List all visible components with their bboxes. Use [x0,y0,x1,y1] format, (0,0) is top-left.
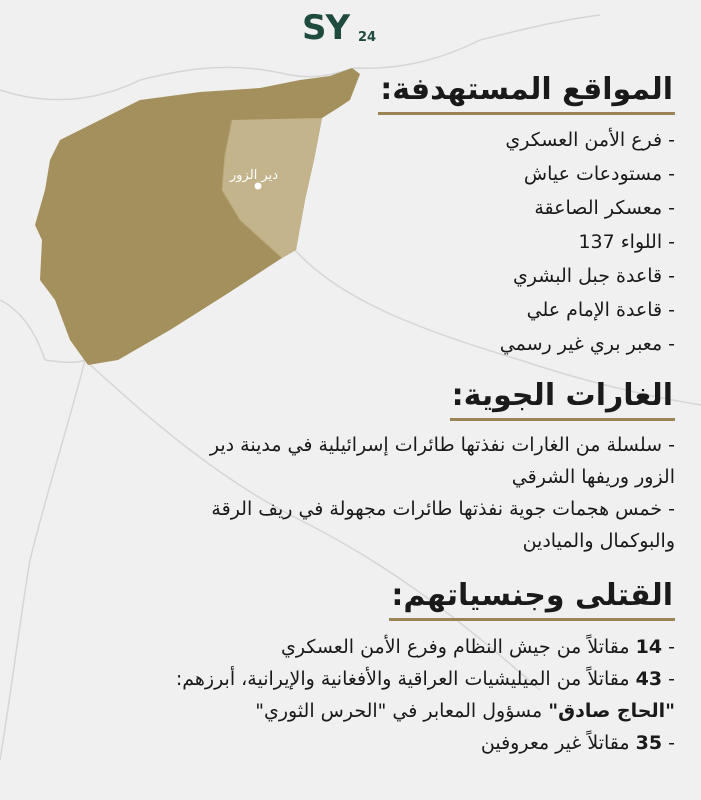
city-label-deir-ez-zor: دير الزور [230,168,279,183]
targets-list [378,123,675,361]
airstrikes-list [195,429,675,557]
airstrikes-heading: الغارات الجوية: [450,378,675,421]
logo-text: SY [302,8,350,48]
list-item: -مستودعات عياش [523,163,675,185]
syria-shape [35,68,360,365]
list-item: - 43 مقاتلاً من الميليشيات العراقية والأفغانية والإيرانية، أبرزهم: "الحاج صادق" مسؤول المعابر في "الحرس الثوري" [175,668,675,722]
list-item: -معسكر الصاعقة [534,197,675,219]
casualties-heading: القتلى وجنسياتهم: [389,578,675,621]
casualties-section [115,578,675,759]
targets-heading: المواقع المستهدفة: [378,72,675,115]
sy24-logo [290,8,410,48]
casualties-list [115,631,675,759]
list-item: -قاعدة جبل البشري [512,265,675,287]
deir-ez-zor-city-dot [255,183,262,190]
list-item: -اللواء 137 [578,231,675,253]
list-item: -قاعدة الإمام علي [526,299,675,321]
airstrikes-section [195,378,675,557]
list-item: - خمس هجمات جوية نفذتها طائرات مجهولة في ريف الرقة والبوكمال والميادين [211,498,675,552]
list-item: - سلسلة من الغارات نفذتها طائرات إسرائيلية في مدينة دير الزور وريفها الشرقي [209,434,675,488]
list-item: - 14 مقاتلاً من جيش النظام وفرع الأمن العسكري [281,636,675,658]
targets-section [378,72,675,361]
list-item: -فرع الأمن العسكري [505,129,675,151]
list-item: -معبر بري غير رسمي [499,333,675,355]
list-item: - 35 مقاتلاً غير معروفين [480,732,675,754]
logo-number: 24 [358,30,377,45]
